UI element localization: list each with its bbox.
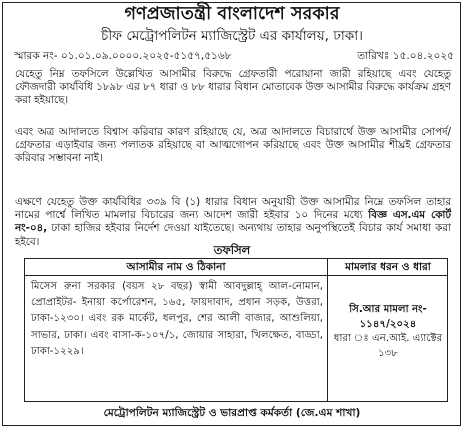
memo-number: স্মারক নং- ০১.০১.০৯.০০০০.২০২৫-৫১৫৭,৫১৬৮ <box>14 50 232 62</box>
signature-line: মেট্রোপলিটন ম্যাজিস্ট্রেট ও ভারপ্রাপ্ত কর্মকর্তা (জে.এম শাখা) <box>103 407 361 419</box>
office-name: চীফ মেট্রোপলিটন ম্যাজিস্ট্রেট এর কার্যালয়, ঢাকা। <box>101 28 363 44</box>
paragraph-absconding: এবং অত্র আদালতে বিশ্বাস করিবার কারণ রহিয়াছে যে, অত্র আদালতে বিচারার্থে উক্ত আসামীর সোপর্দ/গ্রেফতার এড়াইবার জন্য পলাতক রহিয়াছে বা আত্মগোপন করিয়াছে এবং উক্ত আসামীর শীঘ্রই গ্রেফতার করিবার সম্ভাবনা নাই। <box>15 126 451 165</box>
reference-row <box>14 48 454 64</box>
column-header-accused: আসামীর নাম ও ঠিকানা <box>126 261 226 273</box>
paragraph-order <box>15 196 451 249</box>
column-header-case: মামলার ধরন ও ধারা <box>345 261 431 273</box>
notice-date: তারিখঃ ১৫.০৪.২০২৫ <box>357 50 454 62</box>
paragraph-warrant: যেহেতু নিম্ন তফসিলে উল্লেখিত আসামীর বিরুদ্ধে গ্রেফতারী পরোয়ানা জারী রহিয়াছে এবং যেহেতু ফৌজদারী কার্যবিধি ১৮৯৮ এর ৮৭ ধারা ও ৮৮ ধারার বিধান মোতাবেক উক্ত আসামীর বিরুদ্ধে কার্যক্রম গ্রহণ করা হইয়াছে। <box>15 68 451 107</box>
case-section: ধারা ঃ এন.আই. এ্যাক্টের ১৩৮ <box>333 333 443 359</box>
schedule-heading: তফসিল <box>213 243 251 257</box>
order-text-start: এক্ষণে যেহেতু উক্ত কার্যবিধির ৩৩৯ বি (১) ধারার বিধান অনুযায়ী উক্ত আসামীর নিম্নে তফসিল তাহার নামের পার্শ্বে লিখিত মামলার বিচারের জন্য আদেশ জারী হইবার ১০ দিনের মধ্যে <box>15 196 451 222</box>
table-header-divider <box>25 275 447 276</box>
table-column-divider <box>327 259 328 401</box>
case-number: সি.আর মামলা নং- ১১৪৭/২০২৪ <box>349 304 427 330</box>
schedule-table <box>24 258 448 402</box>
court-name: বিজ্ঞ এস.এম কোর্ট নং-০৪, <box>15 209 451 235</box>
case-details <box>332 303 444 361</box>
order-text-end: ঢাকা হাজির হইবার নির্দেশ দেওয়া যাইতেছে। অন্যথায় তাহার অনুপস্থিতেই বিচার কার্য সমাধা করা হইবে। <box>15 222 451 248</box>
accused-details: মিসেস রুনা সরকার (বয়স ২৮ বছর) স্বামী আবদুল্লাহ্ আল-নোমান, প্রোপ্রাইটর- ইনায়া কর্পোরেশন, ১৬৫, ফায়দাবাদ, প্রধান সড়ক, উত্তরা, ঢাকা-১২৩০। এবং রক মার্কেট, ধলপুর, শের আলী বাজার, আশুলিয়া, সাভার, ঢাকা। এবং বাসা-ক-১০৭/১, জোয়ার সাহারা, খিলক্ষেত, বাড্ডা, ঢাকা-১২২৯। <box>31 281 323 357</box>
government-title: গণপ্রজাতন্ত্রী বাংলাদেশ সরকার <box>124 4 340 24</box>
